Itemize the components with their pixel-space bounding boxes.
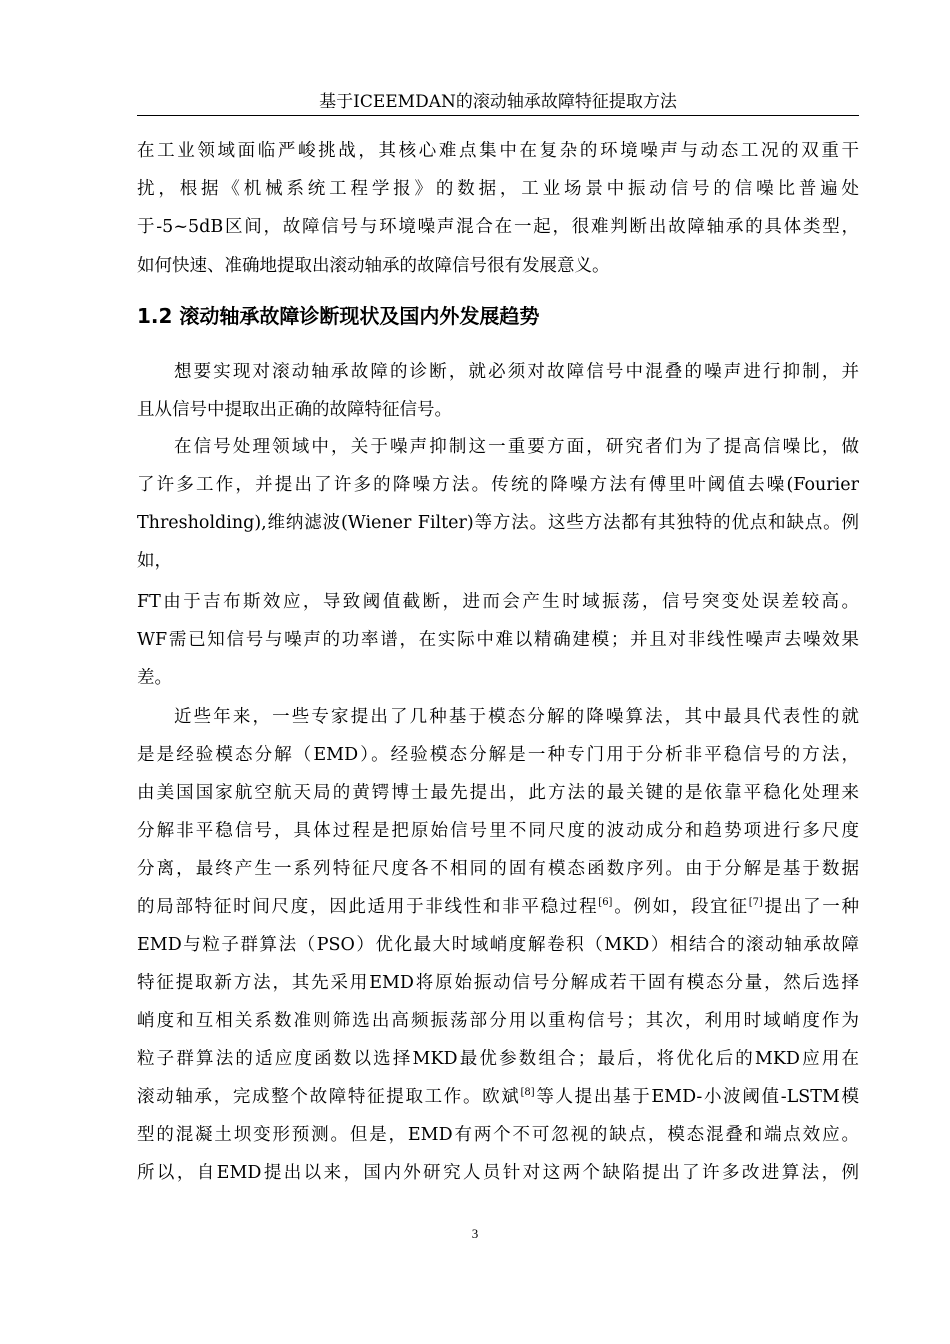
text-line: [137, 895, 859, 919]
text-run: 提出了一种: [762, 897, 860, 917]
text-line: 由美国国家航空航天局的黄锷博士最先提出，此方法的最关键的是依靠平稳化处理来: [137, 783, 859, 803]
text-line: [137, 1085, 859, 1109]
text-run: 的局部特征时间尺度，因此适用于非线性和非平稳过程: [137, 897, 599, 917]
text-run: 。例如，段宜征: [612, 897, 749, 917]
text-run: 等人提出基于EMD-小波阈值-LSTM模: [534, 1087, 859, 1107]
citation: [8]: [520, 1087, 535, 1099]
text-line: EMD与粒子群算法（PSO）优化最大时域峭度解卷积（MKD）相结合的滚动轴承故障: [137, 935, 859, 955]
text-line: 如何快速、准确地提取出滚动轴承的故障信号很有发展意义。: [137, 256, 610, 276]
text-run: 滚动轴承，完成整个故障特征提取工作。欧斌: [137, 1087, 521, 1107]
header-rule: [137, 115, 859, 116]
text-line: 于-5~5dB区间，故障信号与环境噪声混合在一起，很难判断出故障轴承的具体类型，: [137, 217, 859, 237]
text-line: 在信号处理领域中，关于噪声抑制这一重要方面，研究者们为了提高信噪比，做: [174, 437, 859, 457]
text-line: FT由于吉布斯效应，导致阈值截断，进而会产生时域振荡，信号突变处误差较高。: [137, 592, 859, 612]
text-line: 在工业领域面临严峻挑战，其核心难点集中在复杂的环境噪声与动态工况的双重干: [137, 141, 859, 161]
citation: [7]: [748, 897, 763, 909]
text-line: 是是经验模态分解（EMD）。经验模态分解是一种专门用于分析非平稳信号的方法，: [137, 745, 859, 765]
text-line: 分离，最终产生一系列特征尺度各不相同的固有模态函数序列。由于分解是基于数据: [137, 859, 859, 879]
text-line: 分解非平稳信号，具体过程是把原始信号里不同尺度的波动成分和趋势项进行多尺度: [137, 821, 859, 841]
text-line: 粒子群算法的适应度函数以选择MKD最优参数组合；最后，将优化后的MKD应用在: [137, 1049, 859, 1069]
text-line: Thresholding),维纳滤波(Wiener Filter)等方法。这些方法都有其独特的优点和缺点。例: [137, 513, 859, 533]
page-number: 3: [471, 1226, 479, 1241]
text-line: 想要实现对滚动轴承故障的诊断，就必须对故障信号中混叠的噪声进行抑制，并: [174, 362, 859, 382]
text-line: 且从信号中提取出正确的故障特征信号。: [137, 400, 452, 420]
text-line: 了许多工作，并提出了许多的降噪方法。传统的降噪方法有傅里叶阈值去噪(Fourier: [137, 475, 859, 495]
section-heading: 1.2 滚动轴承故障诊断现状及国内外发展趋势: [137, 304, 540, 328]
text-line: 所以，自EMD提出以来，国内外研究人员针对这两个缺陷提出了许多改进算法，例: [137, 1163, 859, 1183]
text-line: 峭度和互相关系数准则筛选出高频振荡部分用以重构信号；其次，利用时域峭度作为: [137, 1011, 859, 1031]
text-line: 近些年来，一些专家提出了几种基于模态分解的降噪算法，其中最具代表性的就: [174, 707, 859, 727]
running-header: 基于ICEEMDAN的滚动轴承故障特征提取方法: [319, 92, 677, 112]
text-line: 特征提取新方法，其先采用EMD将原始振动信号分解成若干固有模态分量，然后选择: [137, 973, 859, 993]
text-line: 型的混凝土坝变形预测。但是，EMD有两个不可忽视的缺点，模态混叠和端点效应。: [137, 1125, 859, 1145]
text-line: WF需已知信号与噪声的功率谱，在实际中难以精确建模；并且对非线性噪声去噪效果: [137, 630, 859, 650]
text-line: 扰，根据《机械系统工程学报》的数据，工业场景中振动信号的信噪比普遍处: [137, 179, 859, 199]
text-line: 差。: [137, 668, 172, 688]
citation: [6]: [598, 897, 613, 909]
text-line: 如，: [137, 551, 172, 571]
